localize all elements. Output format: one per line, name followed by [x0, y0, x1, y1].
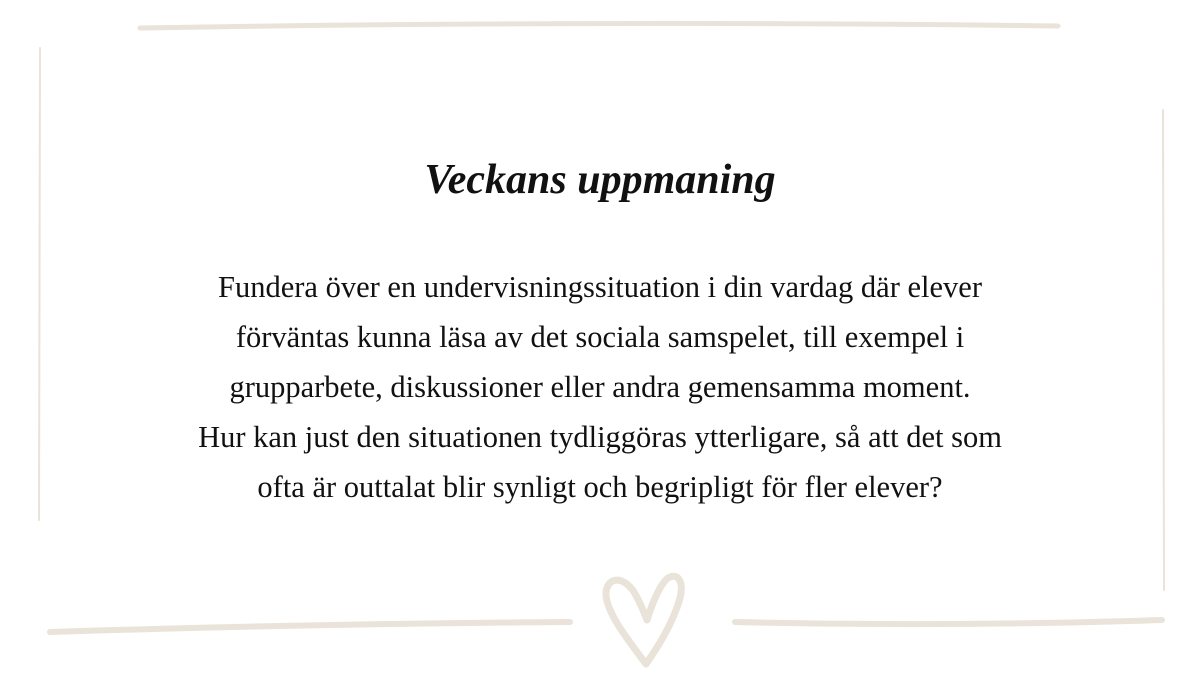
prompt-line: Fundera över en undervisningssituation i din vardag där elever — [218, 270, 982, 304]
prompt-line: grupparbete, diskussioner eller andra gemensamma moment. — [229, 370, 971, 404]
bottom-left-border-line — [50, 622, 570, 632]
prompt-line: förväntas kunna läsa av det sociala samspelet, till exempel i — [235, 320, 965, 354]
prompt-text — [100, 262, 1100, 512]
card-title: Veckans uppmaning — [424, 157, 776, 203]
top-border-line — [140, 23, 1058, 28]
prompt-line: ofta är outtalat blir synligt och begripligt för fler elever? — [257, 470, 943, 504]
left-border-line — [39, 48, 40, 520]
bottom-right-border-line — [735, 620, 1162, 624]
prompt-line: Hur kan just den situationen tydliggöras ytterligare, så att det som — [198, 420, 1002, 454]
heart-icon — [606, 576, 681, 664]
